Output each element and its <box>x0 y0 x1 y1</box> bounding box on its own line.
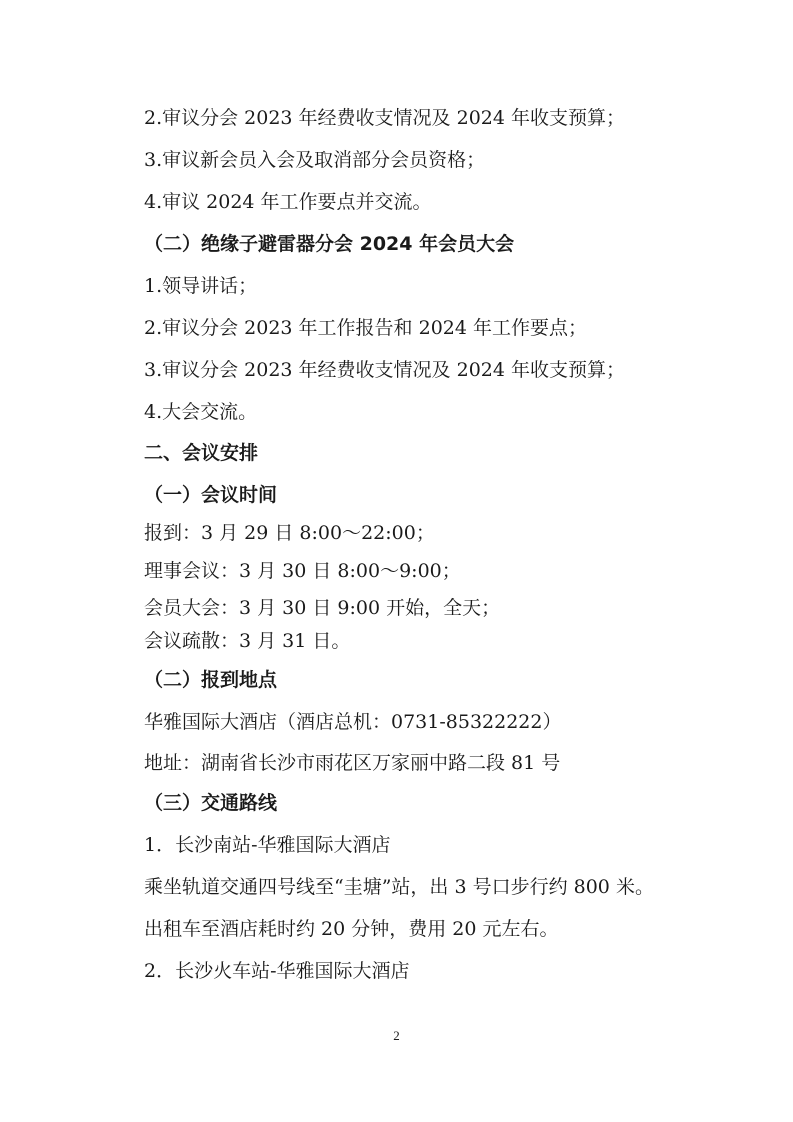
section-heading-registration-place: （二）报到地点 <box>144 669 278 691</box>
section-heading-transport: （三）交通路线 <box>144 792 278 814</box>
schedule-dispersal: 会议疏散：3 月 31 日。 <box>144 630 351 652</box>
agenda-item-leader-speech: 1.领导讲话； <box>144 275 258 297</box>
route-railway-station: 2．长沙火车站-华雅国际大酒店 <box>144 960 410 982</box>
agenda-item-work-report: 2.审议分会 2023 年工作报告和 2024 年工作要点； <box>144 317 587 339</box>
route-south-taxi: 出租车至酒店耗时约 20 分钟，费用 20 元左右。 <box>144 918 559 940</box>
hotel-name-phone: 华雅国际大酒店（酒店总机：0731-85322222） <box>144 711 562 733</box>
agenda-item-budget: 3.审议分会 2023 年经费收支情况及 2024 年收支预算； <box>144 359 625 381</box>
section-heading-insulator-meeting: （二）绝缘子避雷器分会 2024 年会员大会 <box>144 233 515 255</box>
schedule-registration: 报到：3 月 29 日 8:00～22:00； <box>144 522 435 544</box>
route-south-station: 1．长沙南站-华雅国际大酒店 <box>144 834 391 856</box>
schedule-general-assembly: 会员大会：3 月 30 日 9:00 开始，全天； <box>144 597 501 619</box>
page-number: 2 <box>393 1028 400 1043</box>
agenda-item-budget-review: 2.审议分会 2023 年经费收支情况及 2024 年收支预算； <box>144 107 625 129</box>
agenda-item-exchange: 4.大会交流。 <box>144 401 258 423</box>
schedule-council-meeting: 理事会议：3 月 30 日 8:00～9:00； <box>144 560 461 582</box>
section-heading-meeting-time: （一）会议时间 <box>144 484 278 506</box>
hotel-address: 地址：湖南省长沙市雨花区万家丽中路二段 81 号 <box>144 752 561 774</box>
section-heading-arrangements: 二、会议安排 <box>144 442 259 464</box>
agenda-item-membership-review: 3.审议新会员入会及取消部分会员资格； <box>144 149 486 171</box>
route-south-metro: 乘坐轨道交通四号线至“圭塘”站，出 3 号口步行约 800 米。 <box>144 876 654 898</box>
agenda-item-work-points: 4.审议 2024 年工作要点并交流。 <box>144 191 432 213</box>
